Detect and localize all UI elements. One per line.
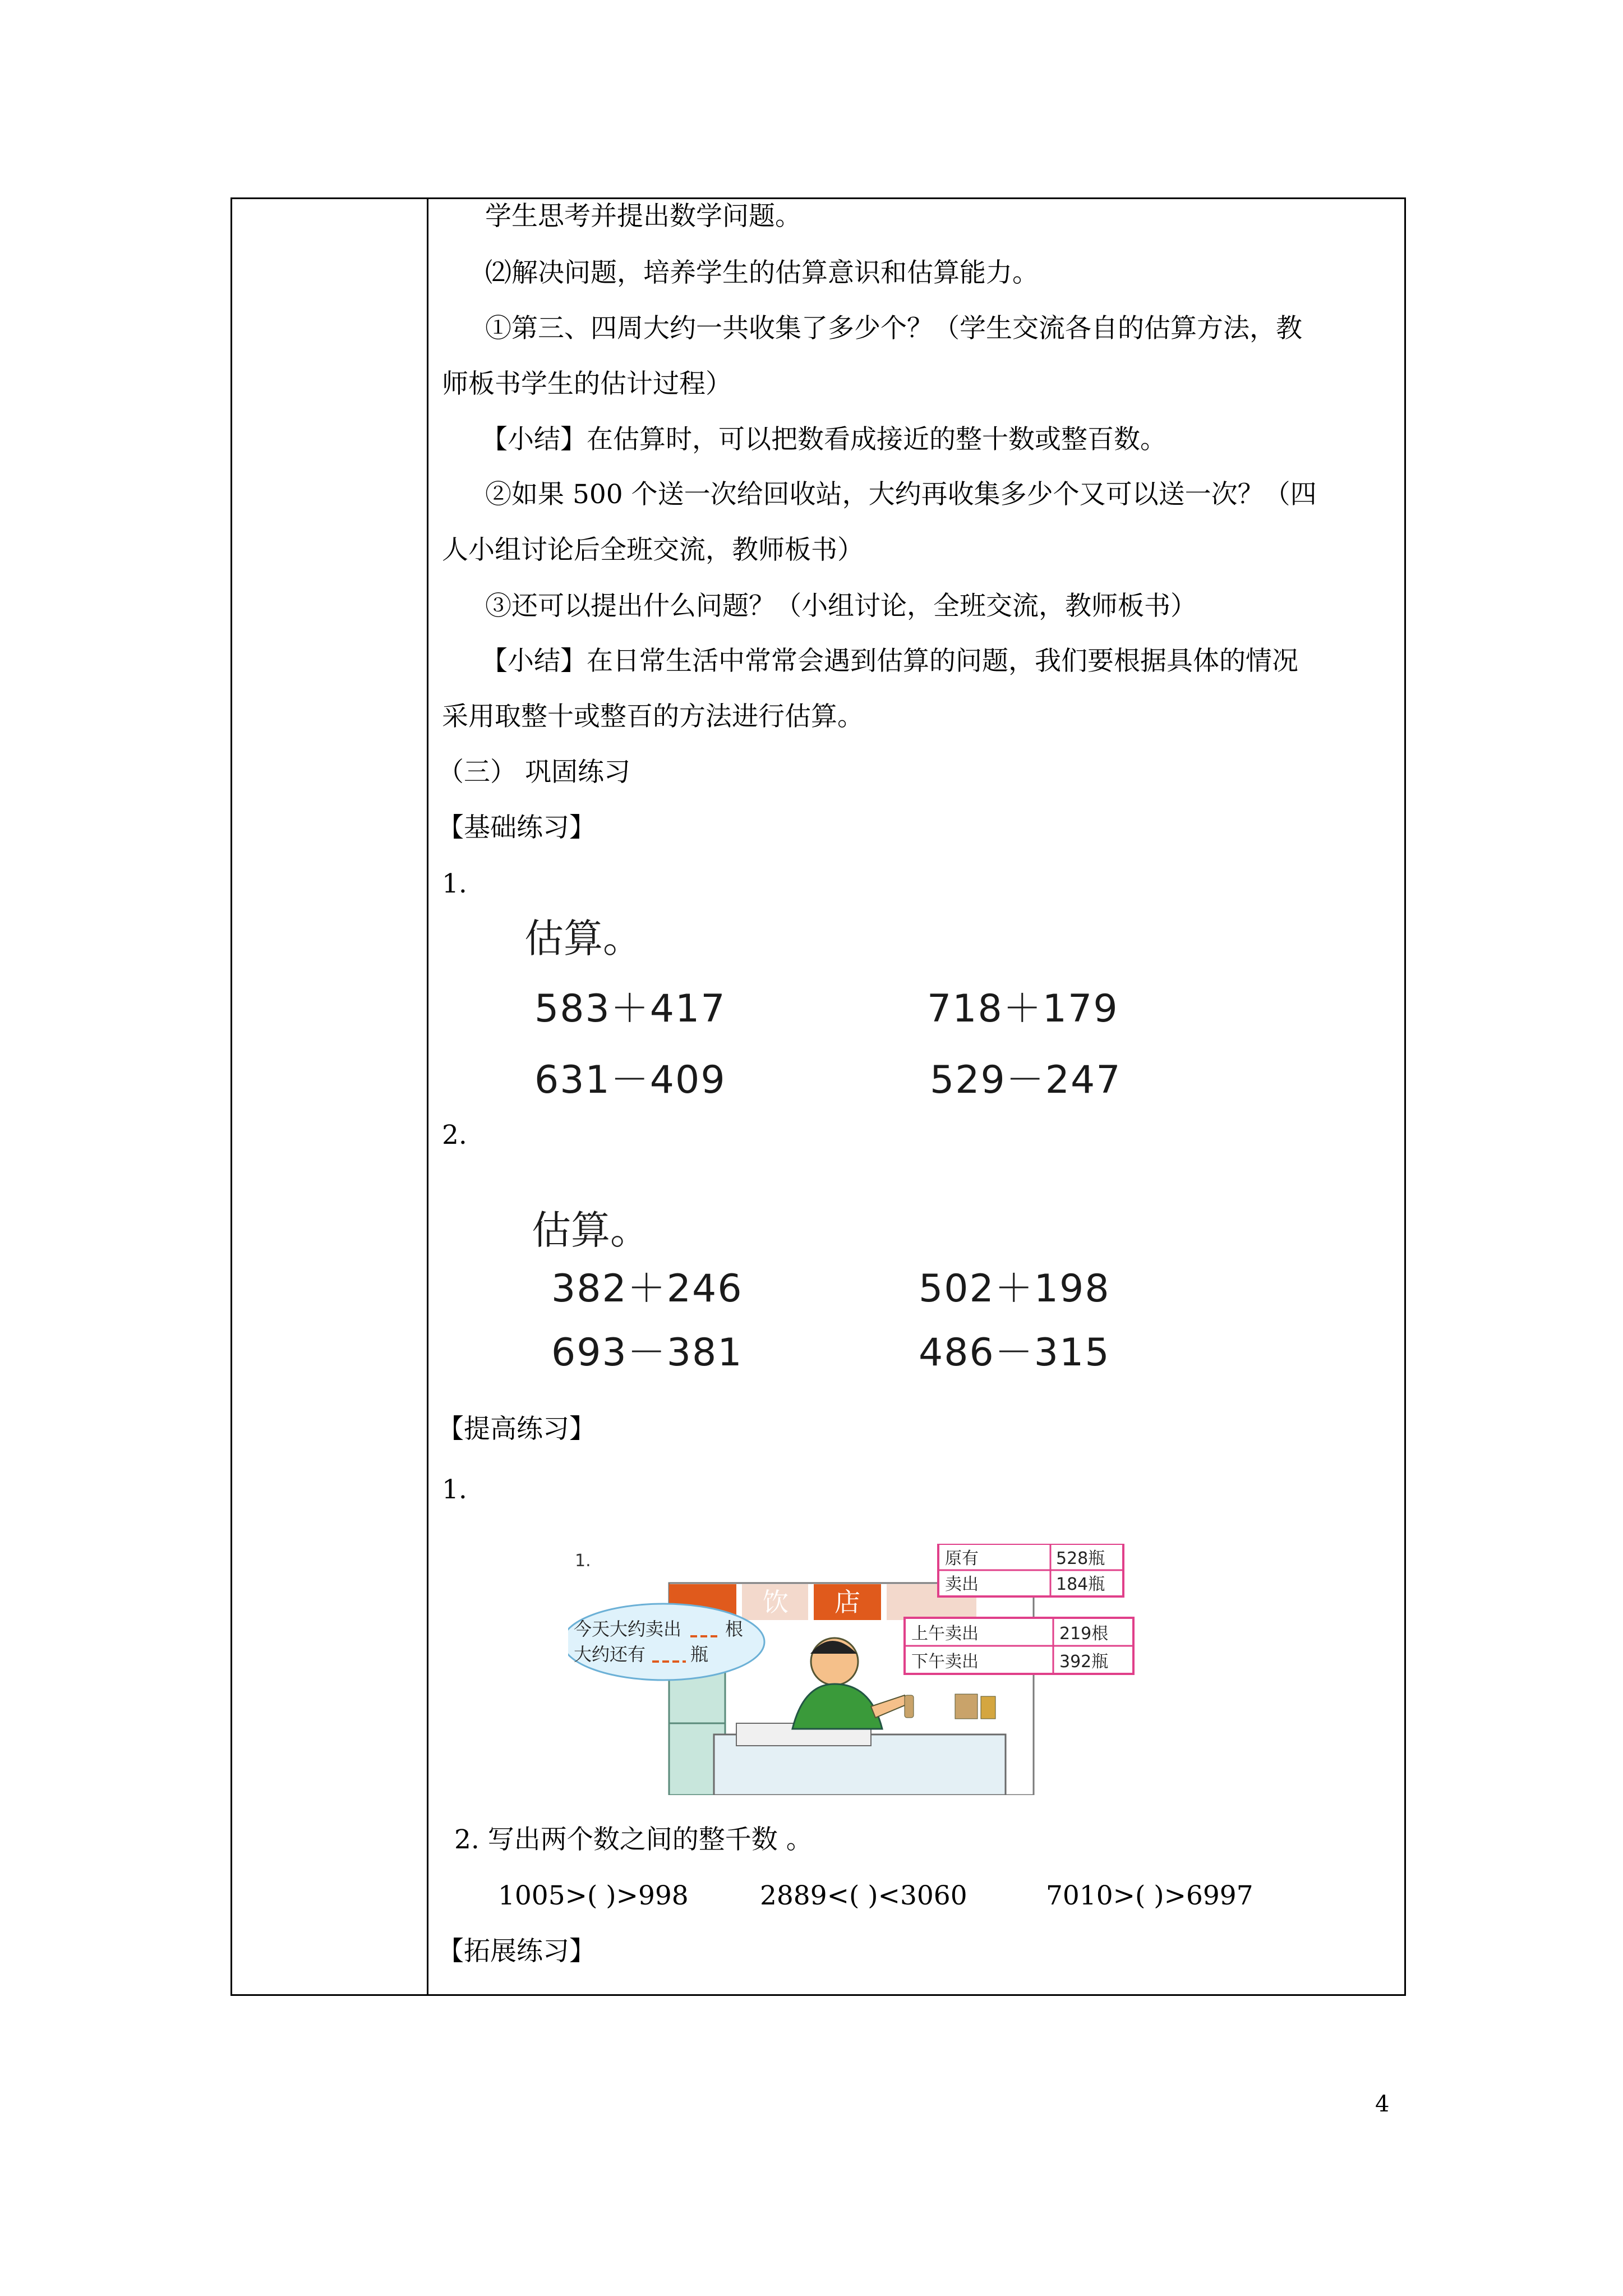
table1-value: 528瓶	[1056, 1549, 1105, 1568]
item-text: 2. 写出两个数之间的整千数 。	[454, 1824, 813, 1855]
table2-label: 下午卖出	[911, 1652, 979, 1672]
corner-mark: 1.	[575, 1551, 591, 1571]
item-number: 1.	[442, 1474, 467, 1505]
summary-line: 【小结】在日常生活中常常会遇到估算的问题，我们要根据具体的情况	[481, 646, 1298, 677]
exercise1-expr: 583＋417	[534, 987, 726, 1031]
subsection-heading: 【提高练习】	[437, 1414, 596, 1444]
text-line: 人小组讨论后全班交流，教师板书）	[442, 535, 864, 565]
text-line: 师板书学生的估计过程）	[442, 369, 732, 399]
bubble-line-2: 大约还有	[574, 1644, 646, 1665]
table2-value: 219根	[1059, 1624, 1109, 1644]
table1-label: 原有	[945, 1549, 979, 1568]
fill-blank: 7010>( )>6997	[1046, 1880, 1253, 1911]
text-line: ①第三、四周大约一共收集了多少个？（学生交流各自的估算方法，教	[485, 313, 1302, 344]
fill-blank: 2889<( )<3060	[760, 1880, 967, 1911]
page-number: 4	[1375, 2091, 1390, 2117]
text-line: ③还可以提出什么问题？（小组讨论，全班交流，教师板书）	[485, 591, 1197, 622]
bubble-unit-2: 瓶	[690, 1644, 709, 1665]
exercise2-expr: 693－381	[551, 1331, 743, 1375]
exercise1-expr: 718＋179	[927, 987, 1119, 1031]
fill-blank: 1005>( )>998	[498, 1880, 689, 1911]
column-divider	[427, 199, 428, 1994]
text-line: ②如果 500 个送一次给回收站，大约再收集多少个又可以送一次？（四	[485, 479, 1317, 510]
bubble-line-1: 今天大约卖出	[574, 1618, 682, 1640]
exercise2-expr: 502＋198	[919, 1267, 1110, 1311]
exercise2-expr: 382＋246	[551, 1267, 743, 1311]
shop-illustration	[568, 1544, 1146, 1795]
summary-line: 【小结】在估算时，可以把数看成接近的整十数或整百数。	[481, 424, 1166, 455]
exercise1-title: 估算。	[524, 915, 642, 961]
bubble-unit-1: 根	[725, 1618, 744, 1640]
subsection-heading: 【拓展练习】	[437, 1936, 596, 1967]
table2-value: 392瓶	[1059, 1652, 1109, 1672]
text-line: 学生思考并提出数学问题。	[485, 201, 801, 232]
exercise1-expr: 631－409	[534, 1058, 726, 1102]
item-number: 1.	[442, 868, 467, 899]
table1-label: 卖出	[945, 1575, 979, 1594]
text-line: ⑵解决问题，培养学生的估算意识和估算能力。	[485, 257, 1039, 288]
section-heading: （三） 巩固练习	[437, 757, 630, 788]
table1-value: 184瓶	[1056, 1575, 1105, 1594]
sign-char-drink: 饮	[763, 1587, 789, 1617]
sign-char-shop: 店	[834, 1587, 860, 1617]
exercise2-expr: 486－315	[919, 1331, 1110, 1375]
subsection-heading: 【基础练习】	[437, 812, 596, 843]
table2-label: 上午卖出	[911, 1624, 979, 1644]
text-line: 采用取整十或整百的方法进行估算。	[442, 701, 864, 732]
exercise1-expr: 529－247	[930, 1058, 1122, 1102]
item-number: 2.	[442, 1120, 467, 1151]
exercise2-title: 估算。	[532, 1207, 649, 1253]
